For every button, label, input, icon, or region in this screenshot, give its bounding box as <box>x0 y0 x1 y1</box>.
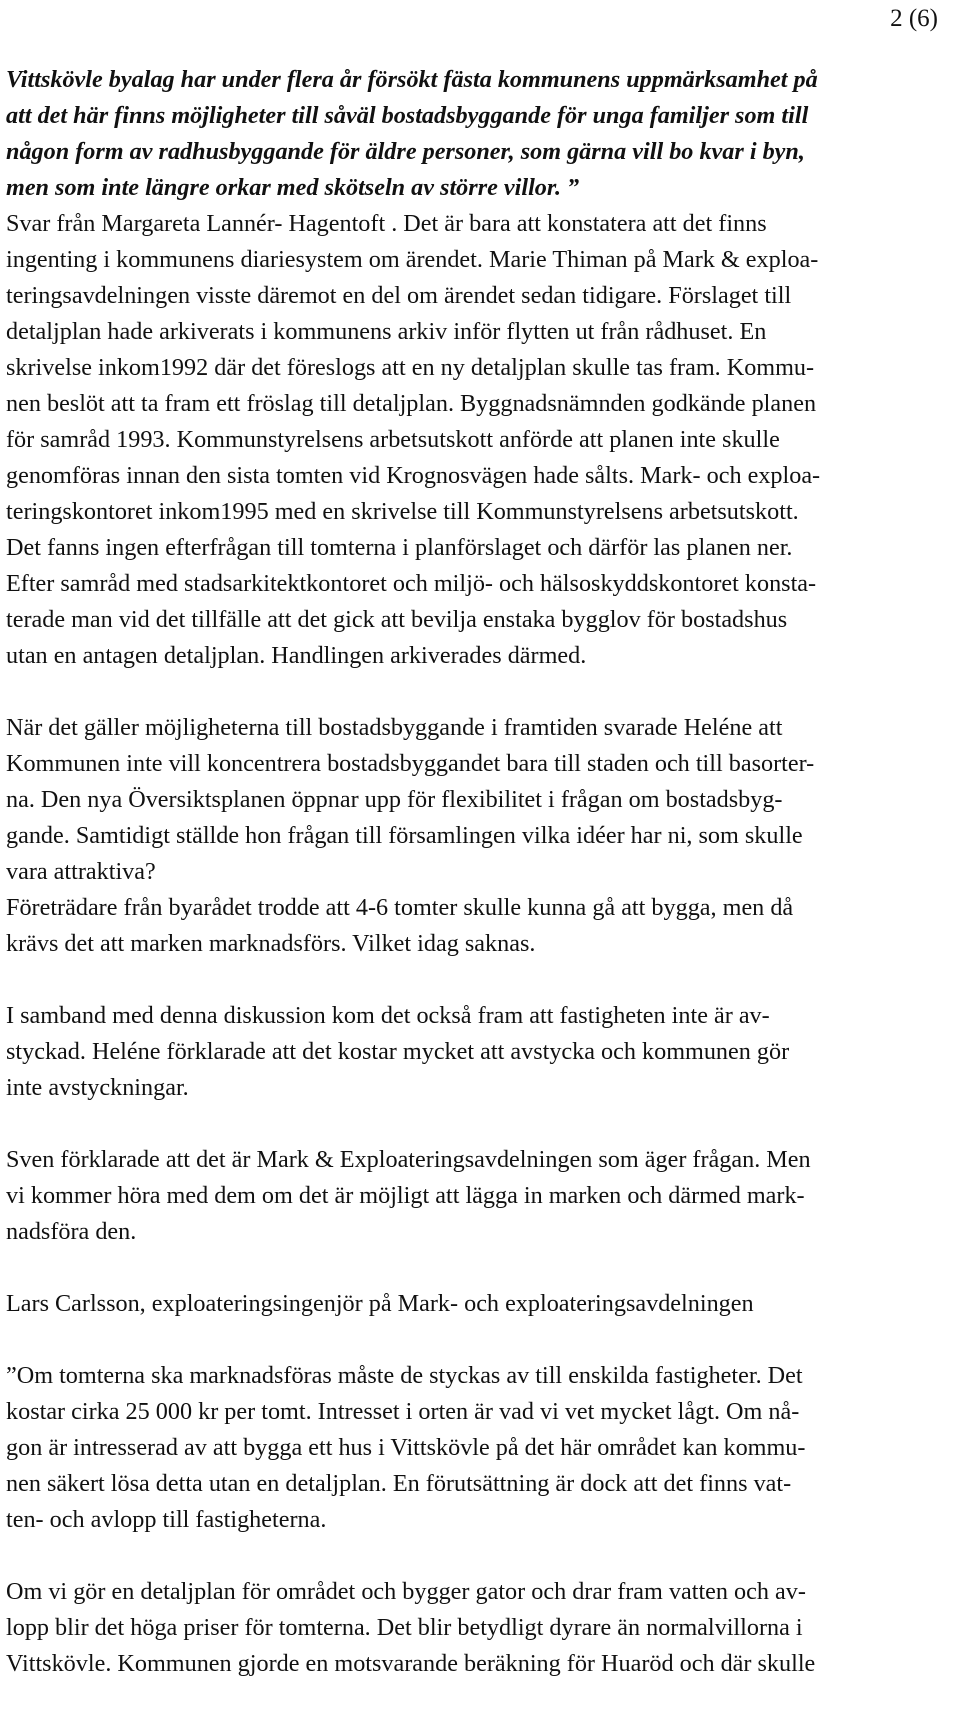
text-line: detaljplan hade arkiverats i kommunens arkiv inför flytten ut från rådhuset. En <box>6 318 767 345</box>
text-line: I samband med denna diskussion kom det också fram att fastigheten inte är av- <box>6 1002 770 1029</box>
text-line: vara attraktiva? <box>6 858 156 885</box>
text-line: Efter samråd med stadsarkitektkontoret och miljö- och hälsoskyddskontoret konsta- <box>6 570 817 597</box>
page-number: 2 (6) <box>890 5 938 32</box>
paragraph-gap <box>6 674 954 710</box>
paragraph-gap <box>6 1322 954 1358</box>
paragraph-quote <box>6 62 954 206</box>
text-line: Vittskövle byalag har under flera år försökt fästa kommunens uppmärksamhet på <box>6 66 818 93</box>
text-line: genomföras innan den sista tomten vid Krognosvägen hade sålts. Mark- och exploa- <box>6 462 821 489</box>
text-line: Om vi gör en detaljplan för området och bygger gator och drar fram vatten och av- <box>6 1578 806 1605</box>
text-line: någon form av radhusbyggande för äldre personer, som gärna vill bo kvar i byn, <box>6 138 805 165</box>
text-line: nen beslöt att ta fram ett fröslag till detaljplan. Byggnadsnämnden godkände planen <box>6 390 817 417</box>
text-line: vi kommer höra med dem om det är möjligt att lägga in marken och därmed mark- <box>6 1182 805 1209</box>
text-line: na. Den nya Översiktsplanen öppnar upp för flexibilitet i frågan om bostadsbyg- <box>6 786 783 813</box>
text-line: lopp blir det höga priser för tomterna. Det blir betydligt dyrare än normalvillorna i <box>6 1614 803 1641</box>
paragraph-gap <box>6 1538 954 1574</box>
text-line: Kommunen inte vill koncentrera bostadsbyggandet bara till staden och till basorter- <box>6 750 815 777</box>
text-line: nadsföra den. <box>6 1218 137 1245</box>
text-line: När det gäller möjligheterna till bostadsbyggande i framtiden svarade Heléne att <box>6 714 783 741</box>
text-line: ingenting i kommunens diariesystem om ärendet. Marie Thiman på Mark & exploa- <box>6 246 819 273</box>
text-line: gande. Samtidigt ställde hon frågan till församlingen vilka idéer har ni, som skulle <box>6 822 803 849</box>
text-line: kostar cirka 25 000 kr per tomt. Intresset i orten är vad vi vet mycket lågt. Om nå- <box>6 1398 800 1425</box>
text-line: teringsavdelningen visste däremot en del om ärendet sedan tidigare. Förslaget till <box>6 282 792 309</box>
text-line: styckad. Heléne förklarade att det kostar mycket att avstycka och kommunen gör <box>6 1038 790 1065</box>
text-line: terade man vid det tillfälle att det gick att bevilja enstaka bygglov för bostadshus <box>6 606 788 633</box>
text-line: krävs det att marken marknadsförs. Vilket idag saknas. <box>6 930 536 957</box>
paragraph-subdivision <box>6 998 954 1106</box>
text-line: ”Om tomterna ska marknadsföras måste de styckas av till enskilda fastigheter. Det <box>6 1362 803 1389</box>
paragraph-speaker <box>6 1286 954 1322</box>
text-line: Lars Carlsson, exploateringsingenjör på Mark- och exploateringsavdelningen <box>6 1290 754 1317</box>
paragraph-detailplan-cost <box>6 1574 954 1682</box>
text-line: Svar från Margareta Lannér- Hagentoft . Det är bara att konstatera att det finns <box>6 210 767 237</box>
paragraph-gap <box>6 1250 954 1286</box>
text-line: teringskontoret inkom1995 med en skrivelse till Kommunstyrelsens arbetsutskott. <box>6 498 799 525</box>
text-line: Företrädare från byarådet trodde att 4-6 tomter skulle kunna gå att bygga, men då <box>6 894 794 921</box>
paragraph-gap <box>6 1106 954 1142</box>
text-line: gon är intresserad av att bygga ett hus i Vittskövle på det här området kan kommu- <box>6 1434 806 1461</box>
paragraph-gap <box>6 962 954 998</box>
text-line: Vittskövle. Kommunen gjorde en motsvarande beräkning för Huaröd och där skulle <box>6 1650 816 1677</box>
text-line: att det här finns möjligheter till såväl bostadsbyggande för unga familjer som till <box>6 102 809 129</box>
text-line: skrivelse inkom1992 där det föreslogs att en ny detaljplan skulle tas fram. Kommu- <box>6 354 815 381</box>
paragraph-sven <box>6 1142 954 1250</box>
paragraph-future-housing <box>6 710 954 962</box>
text-line: för samråd 1993. Kommunstyrelsens arbetsutskott anförde att planen inte skulle <box>6 426 780 453</box>
document-body <box>6 62 954 1682</box>
text-line: nen säkert lösa detta utan en detaljplan. En förutsättning är dock att det finns vat- <box>6 1470 792 1497</box>
text-line: inte avstyckningar. <box>6 1074 189 1101</box>
text-line: utan en antagen detaljplan. Handlingen arkiverades därmed. <box>6 642 587 669</box>
text-line: Det fanns ingen efterfrågan till tomterna i planförslaget och därför las planen ner. <box>6 534 793 561</box>
text-line: ten- och avlopp till fastigheterna. <box>6 1506 327 1533</box>
text-line: men som inte längre orkar med skötseln av större villor. ” <box>6 174 580 201</box>
paragraph-quote-lars <box>6 1358 954 1538</box>
text-line: Sven förklarade att det är Mark & Exploateringsavdelningen som äger frågan. Men <box>6 1146 811 1173</box>
paragraph-response <box>6 206 954 674</box>
